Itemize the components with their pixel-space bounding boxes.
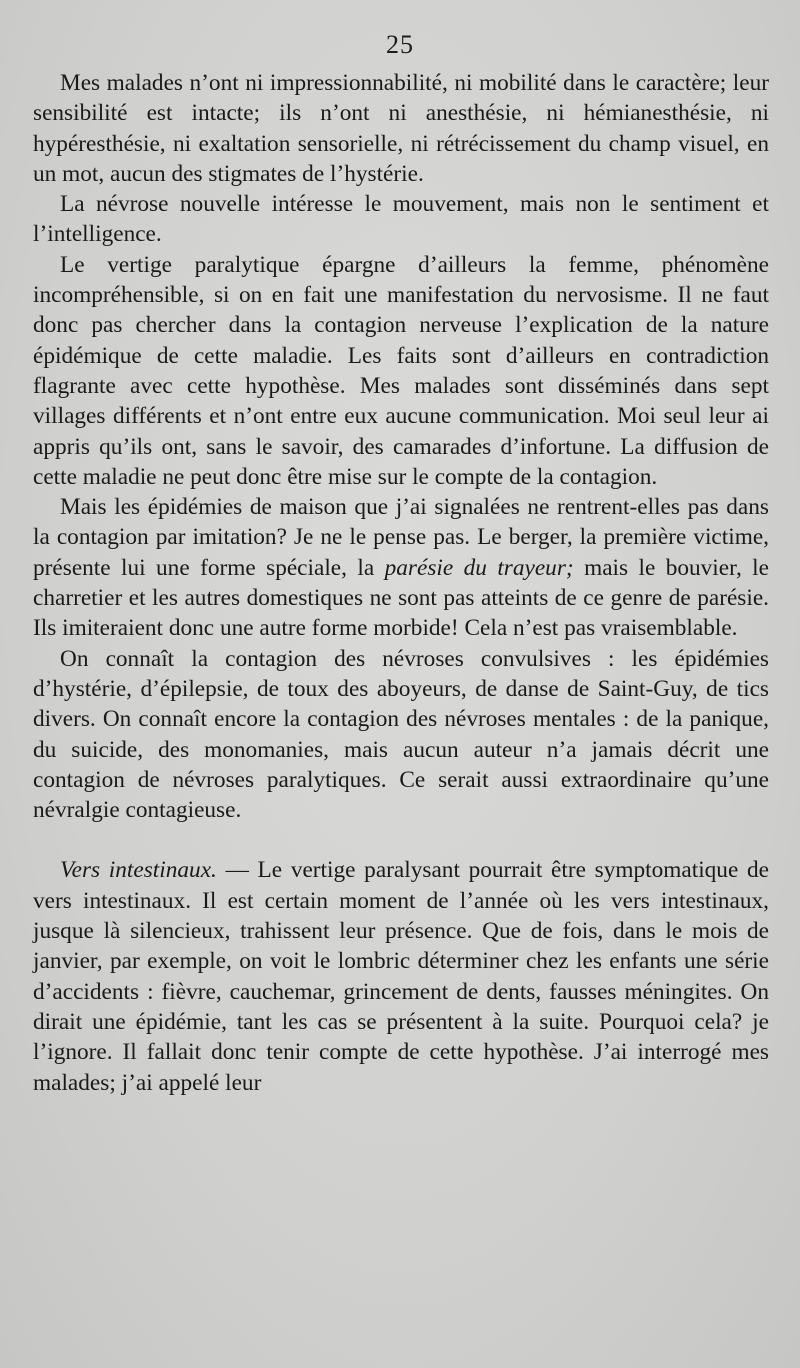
- emphasis-paresie-du-trayeur: parésie du trayeur;: [384, 554, 574, 581]
- section-intestinal-worms: [33, 855, 769, 1097]
- paragraph-house-epidemics: [33, 492, 769, 643]
- page-number: 25: [386, 30, 414, 59]
- paragraph-new-neurosis: La névrose nouvelle intéresse le mouvement, mais non le sentiment et l’intelligence.: [33, 191, 769, 248]
- paragraph-convulsive-neuroses: On connaît la contagion des névroses convulsives : les épidémies d’hystérie, d’épilepsie, de toux des aboyeurs, de danse de Saint-Guy, de tics divers. On connaît encore la contagion des névroses mentales : de la panique, du suicide, des monomanies, mais aucun auteur n’a jamais décrit une contagion de névroses paralytiques. Ce serait aussi extraordinaire qu’une névralgie contagieuse.: [33, 645, 769, 824]
- section-heading: Vers intestinaux.: [60, 857, 217, 884]
- paragraph-house-epidemics-end: mais le bouvier, le charretier et les autres domestiques ne sont pas atteints de ce genre de parésie. Ils imiteraient donc une autre forme morbide! Cela n’est pas vraisemblable.: [33, 554, 769, 642]
- body-text: [33, 68, 769, 1098]
- paragraph-stigmata: Mes malades n’ont ni impressionnabilité, ni mobilité dans le caractère; leur sensibilité est intacte; ils n’ont ni anesthésie, ni hémianesthésie, ni hypéresthésie, ni exaltation sensorielle, ni rétrécissement du champ visuel, en un mot, aucun des stigmates de l’hystérie.: [33, 70, 769, 187]
- paragraph-house-epidemics-start: Mais les épidémies de maison que j’ai signalées ne rentrent-elles pas dans la contagion par imitation? Je ne le pense pas. Le berger, la première victime, présente lui une forme spéciale, la: [33, 494, 769, 581]
- paragraph-contagion: Le vertige paralytique épargne d’ailleurs la femme, phénomène incompréhensible, si on en fait une manifestation du nervosisme. Il ne faut donc pas chercher dans la contagion nerveuse l’explication de la nature épidémique de cette maladie. Les faits sont d’ailleurs en contradiction flagrante avec cette hypothèse. Mes malades sont disséminés dans sept villages différents et n’ont entre eux aucune communication. Moi seul leur ai appris qu’ils ont, sans le savoir, des camarades d’infortune. La diffusion de cette maladie ne peut donc être mise sur le compte de la contagion.: [33, 251, 769, 490]
- section-body: — Le vertige paralysant pourrait être symptomatique de vers intestinaux. Il est certain moment de l’année où les vers intestinaux, jusque là silencieux, trahissent leur présence. Que de fois, dans le mois de janvier, par exemple, on voit le lombric déterminer chez les enfants une série d’accidents : fièvre, cauchemar, grincement de dents, fausses méningites. On dirait une épidémie, tant les cas se présentent à la suite. Pourquoi cela? je l’ignore. Il fallait donc tenir compte de cette hypothèse. J’ai interrogé mes malades; j’ai appelé leur: [33, 857, 769, 1096]
